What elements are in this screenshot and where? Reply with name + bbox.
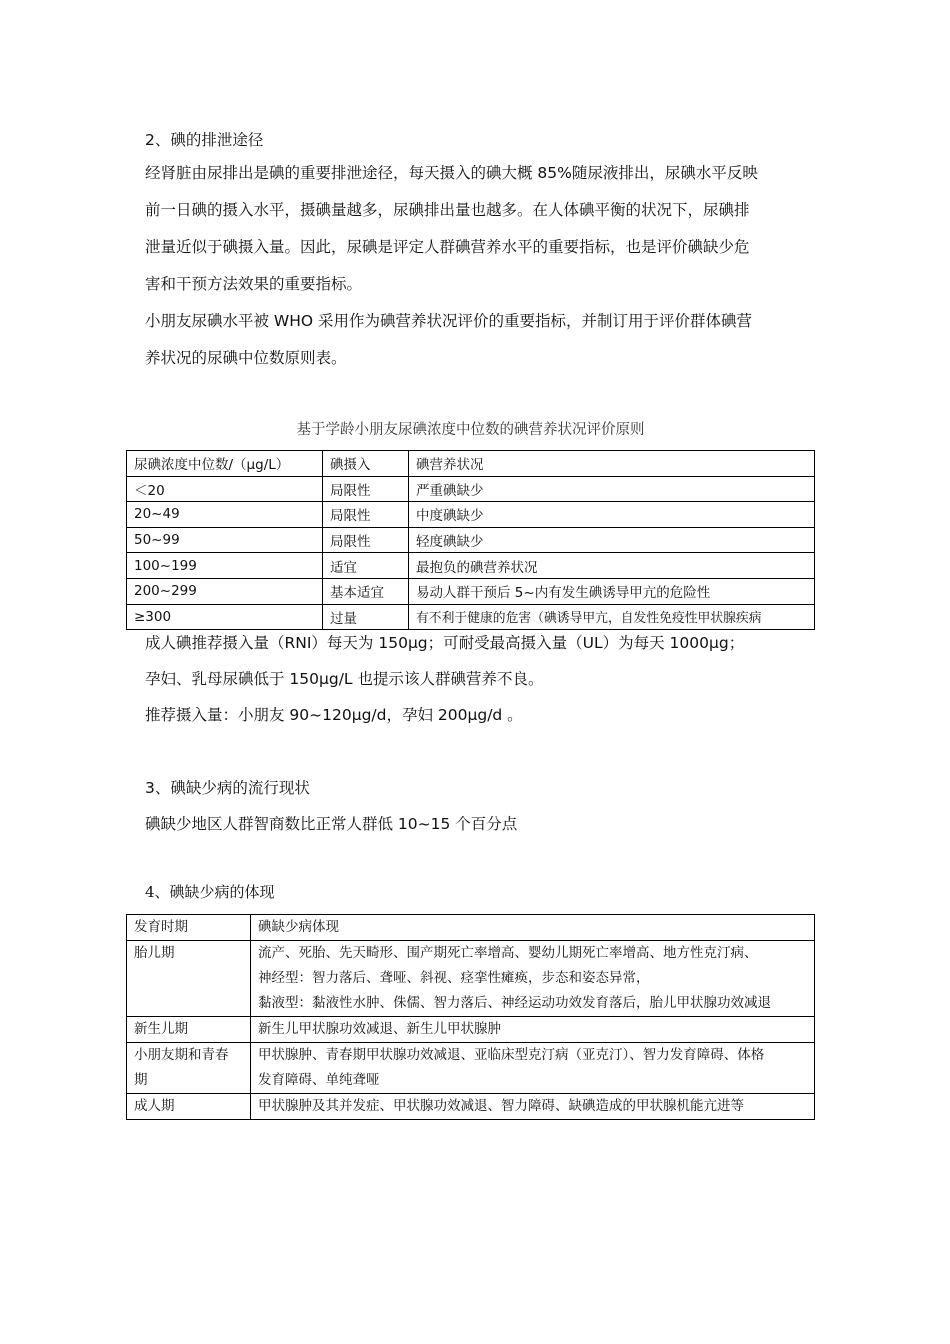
table-cell: 局限性 <box>323 502 409 528</box>
manifest-line: 新生儿甲状腺功效减退、新生儿甲状腺肿 <box>258 1021 501 1037</box>
table-cell: ≥300 <box>127 604 323 630</box>
stage-line: 成人期 <box>134 1098 175 1114</box>
recommendation-paragraph <box>145 625 810 733</box>
table-cell <box>251 1017 815 1043</box>
stage-line: 小朋友期和青春 <box>134 1047 229 1063</box>
table-cell: 轻度碘缺少 <box>409 527 815 553</box>
table-cell: 适宜 <box>323 553 409 579</box>
table-cell: 20~49 <box>127 502 323 528</box>
stage-line: 期 <box>134 1072 148 1088</box>
table-header-row <box>127 915 815 941</box>
table-cell: 局限性 <box>323 476 409 502</box>
table-row <box>127 941 815 1017</box>
section-3-heading: 3、碘缺少病的流行现状 <box>145 779 310 797</box>
text-line: 养状况的尿碘中位数原则表。 <box>145 349 347 367</box>
table-header-cell: 碘摄入 <box>323 451 409 477</box>
section-2-paragraph-1 <box>145 155 810 303</box>
table-cell: 最抱负的碘营养状况 <box>409 553 815 579</box>
text-line: 孕妇、乳母尿碘低于 150μg/L 也提示该人群碘营养不良。 <box>145 670 544 688</box>
manifest-line: 黏液型：黏液性水肿、侏儒、智力落后、神经运动功效发育落后，胎儿甲状腺功效减退 <box>258 995 771 1011</box>
table-cell: ＜20 <box>127 476 323 502</box>
iodine-deficiency-table <box>126 914 815 1120</box>
stage-line: 新生儿期 <box>134 1021 188 1037</box>
table-cell: 200~299 <box>127 578 323 604</box>
table-cell: 100~199 <box>127 553 323 579</box>
iodine-status-table <box>126 450 815 630</box>
text-line: 泄量近似于碘摄入量。因此，尿碘是评定人群碘营养水平的重要指标，也是评价碘缺少危 <box>145 238 750 256</box>
table-cell <box>127 941 251 1017</box>
table-row <box>127 578 815 604</box>
text-line: 推荐摄入量：小朋友 90~120μg/d，孕妇 200μg/d 。 <box>145 706 523 724</box>
text-line: 经肾脏由尿排出是碘的重要排泄途径，每天摄入的碘大概 85%随尿液排出，尿碘水平反映 <box>145 164 758 182</box>
table-row <box>127 502 815 528</box>
table-header-cell: 碘缺少病体现 <box>251 915 815 941</box>
section-2-heading: 2、碘的排泄途径 <box>145 131 264 149</box>
table-cell: 严重碘缺少 <box>409 476 815 502</box>
table-row <box>127 553 815 579</box>
manifest-line: 甲状腺肿、青春期甲状腺功效减退、亚临床型克汀病（亚克汀）、智力发育障碍、体格 <box>258 1047 765 1063</box>
table-row <box>127 476 815 502</box>
table-cell <box>127 1043 251 1094</box>
manifest-line: 神经型：智力落后、聋哑、斜视、痉挛性瘫痪，步态和姿态异常， <box>258 970 650 986</box>
table-cell <box>127 1017 251 1043</box>
section-4-heading: 4、碘缺少病的体现 <box>145 883 275 901</box>
manifest-line: 发育障碍、单纯聋哑 <box>258 1072 380 1088</box>
table-cell: 有不利于健康的危害（碘诱导甲亢，自发性免疫性甲状腺疾病 <box>409 604 815 630</box>
text-line: 前一日碘的摄入水平，摄碘量越多，尿碘排出量也越多。在人体碘平衡的状况下，尿碘排 <box>145 201 750 219</box>
table-header-row <box>127 451 815 477</box>
table-cell: 基本适宜 <box>323 578 409 604</box>
stage-line: 胎儿期 <box>134 945 175 961</box>
table-row <box>127 1017 815 1043</box>
table-cell <box>251 941 815 1017</box>
table-header-cell: 尿碘浓度中位数/（μg/L） <box>127 451 323 477</box>
text-line: 小朋友尿碘水平被 WHO 采用作为碘营养状况评价的重要指标，并制订用于评价群体碘营 <box>145 312 753 330</box>
table-1-caption: 基于学龄小朋友尿碘浓度中位数的碘营养状况评价原则 <box>296 422 645 438</box>
table-header-cell: 碘营养状况 <box>409 451 815 477</box>
table-cell <box>251 1043 815 1094</box>
manifest-line: 流产、死胎、先天畸形、围产期死亡率增高、婴幼儿期死亡率增高、地方性克汀病、 <box>258 945 758 961</box>
text-line: 害和干预方法效果的重要指标。 <box>145 275 363 293</box>
table-cell: 局限性 <box>323 527 409 553</box>
table-header-cell: 发育时期 <box>127 915 251 941</box>
table-cell: 过量 <box>323 604 409 630</box>
table-row <box>127 1094 815 1120</box>
table-cell: 中度碘缺少 <box>409 502 815 528</box>
table-cell <box>251 1094 815 1120</box>
table-cell <box>127 1094 251 1120</box>
table-row <box>127 1043 815 1094</box>
table-cell: 50~99 <box>127 527 323 553</box>
table-row <box>127 527 815 553</box>
manifest-line: 甲状腺肿及其并发症、甲状腺功效减退、智力障碍、缺碘造成的甲状腺机能亢进等 <box>258 1098 744 1114</box>
section-2-paragraph-2 <box>145 303 810 377</box>
section-3-text: 碘缺少地区人群智商数比正常人群低 10~15 个百分点 <box>145 815 518 833</box>
table-cell: 易动人群干预后 5~内有发生碘诱导甲亢的危险性 <box>409 578 815 604</box>
text-line: 成人碘推荐摄入量（RNI）每天为 150μg；可耐受最高摄入量（UL）为每天 1000μg； <box>145 634 745 652</box>
